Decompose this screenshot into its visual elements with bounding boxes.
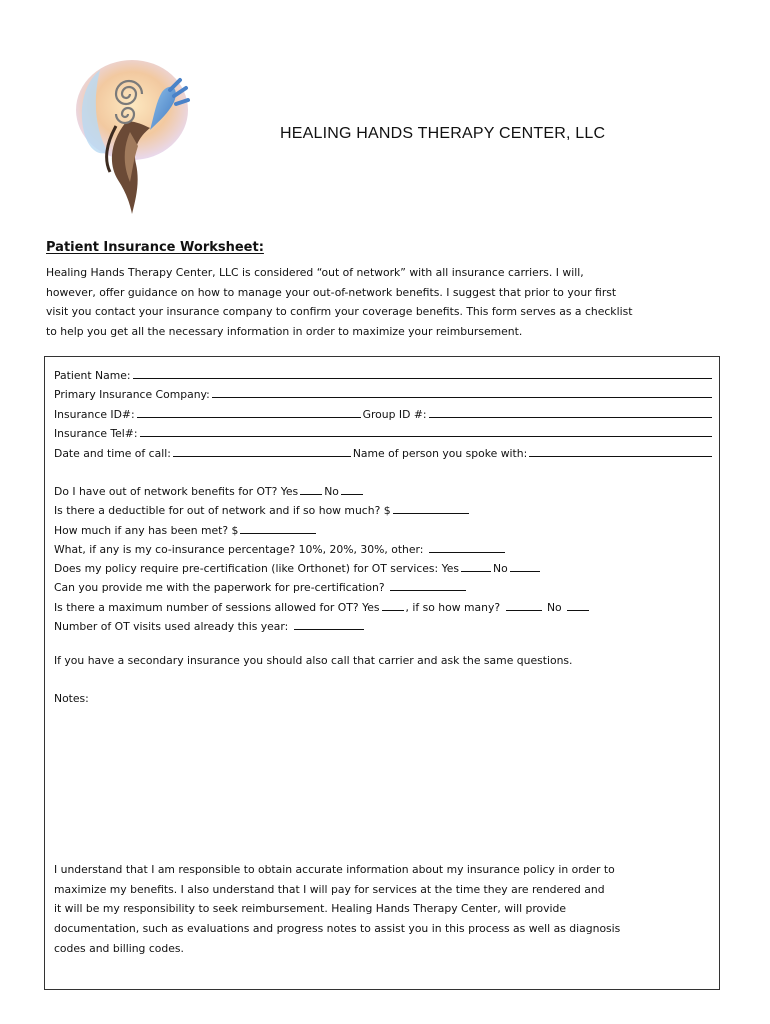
- primary-insurance-label: Primary Insurance Company:: [54, 388, 210, 402]
- primary-insurance-field[interactable]: [212, 386, 712, 398]
- q5-yes-field[interactable]: [461, 560, 491, 572]
- q1-no-field[interactable]: [341, 483, 363, 495]
- q2-field[interactable]: [393, 502, 469, 514]
- question-row: [54, 502, 714, 521]
- disclaimer-paragraph: [54, 860, 714, 959]
- insurance-tel-label: Insurance Tel#:: [54, 427, 138, 441]
- insurance-tel-field[interactable]: [140, 425, 713, 437]
- disclaimer-line: it will be my responsibility to seek reimbursement. Healing Hands Therapy Center, will provide: [54, 902, 567, 916]
- q5-label: Does my policy require pre-certification (like Orthonet) for OT services: Yes: [54, 562, 460, 576]
- insurance-id-label: Insurance ID#:: [54, 407, 135, 421]
- person-spoke-label: Name of person you spoke with:: [352, 446, 528, 460]
- question-row: [54, 560, 714, 579]
- q7-yes-field[interactable]: [382, 599, 404, 611]
- q6-field[interactable]: [390, 579, 466, 591]
- date-time-field[interactable]: [173, 445, 351, 457]
- q7-label: Is there a maximum number of sessions allowed for OT? Yes: [54, 600, 380, 614]
- group-id-field[interactable]: [429, 406, 712, 418]
- question-row: [54, 522, 714, 541]
- disclaimer-line: maximize my benefits. I also understand that I will pay for services at the time they are rendered and: [54, 882, 605, 896]
- q7-no-field[interactable]: [567, 599, 589, 611]
- question-row: [54, 618, 714, 637]
- intro-line: Healing Hands Therapy Center, LLC is considered “out of network” with all insurance carriers. I will,: [46, 266, 584, 279]
- person-spoke-field[interactable]: [529, 445, 712, 457]
- worksheet-title: Patient Insurance Worksheet:: [46, 240, 264, 255]
- insurance-form: [44, 356, 720, 990]
- insurance-tel-row: [54, 425, 714, 444]
- insurance-id-row: [54, 406, 714, 425]
- secondary-insurance-note: If you have a secondary insurance you should also call that carrier and ask the same questions.: [54, 654, 573, 667]
- patient-info-fields: [54, 367, 714, 464]
- intro-line: however, offer guidance on how to manage your out-of-network benefits. I suggest that prior to your first: [46, 285, 617, 299]
- q1-yes-field[interactable]: [300, 483, 322, 495]
- patient-name-label: Patient Name:: [54, 369, 131, 382]
- company-title: HEALING HANDS THERAPY CENTER, LLC: [280, 125, 606, 142]
- primary-insurance-row: [54, 386, 714, 405]
- intro-line: visit you contact your insurance company to confirm your coverage benefits. This form serves as a checklist: [46, 305, 633, 318]
- q7-count-field[interactable]: [506, 599, 542, 611]
- notes-label: Notes:: [54, 692, 89, 705]
- q1-label: Do I have out of network benefits for OT?: [54, 485, 278, 498]
- question-row: [54, 541, 714, 560]
- q7-no-label: No: [546, 600, 562, 614]
- disclaimer-line: documentation, such as evaluations and progress notes to assist you in this process as well as diagnosis: [54, 922, 621, 936]
- q5-no-field[interactable]: [510, 560, 540, 572]
- spiral-hand-logo: [70, 52, 192, 217]
- question-row: [54, 483, 714, 502]
- q4-field[interactable]: [429, 541, 505, 553]
- q7-mid-label: , if so how many?: [405, 600, 501, 614]
- group-id-label: Group ID #:: [362, 407, 427, 421]
- patient-name-row: [54, 367, 714, 386]
- q2-label: Is there a deductible for out of network and if so how much? $: [54, 504, 391, 518]
- insurance-id-field[interactable]: [137, 406, 361, 418]
- intro-line: to help you get all the necessary information in order to maximize your reimbursement.: [46, 324, 523, 338]
- q3-label: How much if any has been met? $: [54, 523, 239, 537]
- disclaimer-line: codes and billing codes.: [54, 941, 184, 955]
- q4-label: What, if any is my co-insurance percentage? 10%, 20%, 30%, other:: [54, 542, 424, 556]
- date-time-label: Date and time of call:: [54, 446, 171, 460]
- q1-no-label: No: [324, 485, 339, 498]
- coverage-questions: [54, 483, 714, 637]
- q5-no-label: No: [493, 562, 508, 576]
- question-row: [54, 599, 714, 618]
- date-time-row: [54, 445, 714, 464]
- q6-label: Can you provide me with the paperwork for pre-certification?: [54, 581, 385, 595]
- q8-field[interactable]: [294, 618, 364, 630]
- q8-label: Number of OT visits used already this year:: [54, 620, 289, 634]
- question-row: [54, 579, 714, 598]
- q1-yes-label: Yes: [280, 485, 299, 498]
- disclaimer-line: I understand that I am responsible to obtain accurate information about my insurance policy in order to: [54, 863, 615, 876]
- patient-name-field[interactable]: [133, 367, 712, 379]
- intro-paragraph: [46, 263, 716, 341]
- q3-field[interactable]: [240, 522, 316, 534]
